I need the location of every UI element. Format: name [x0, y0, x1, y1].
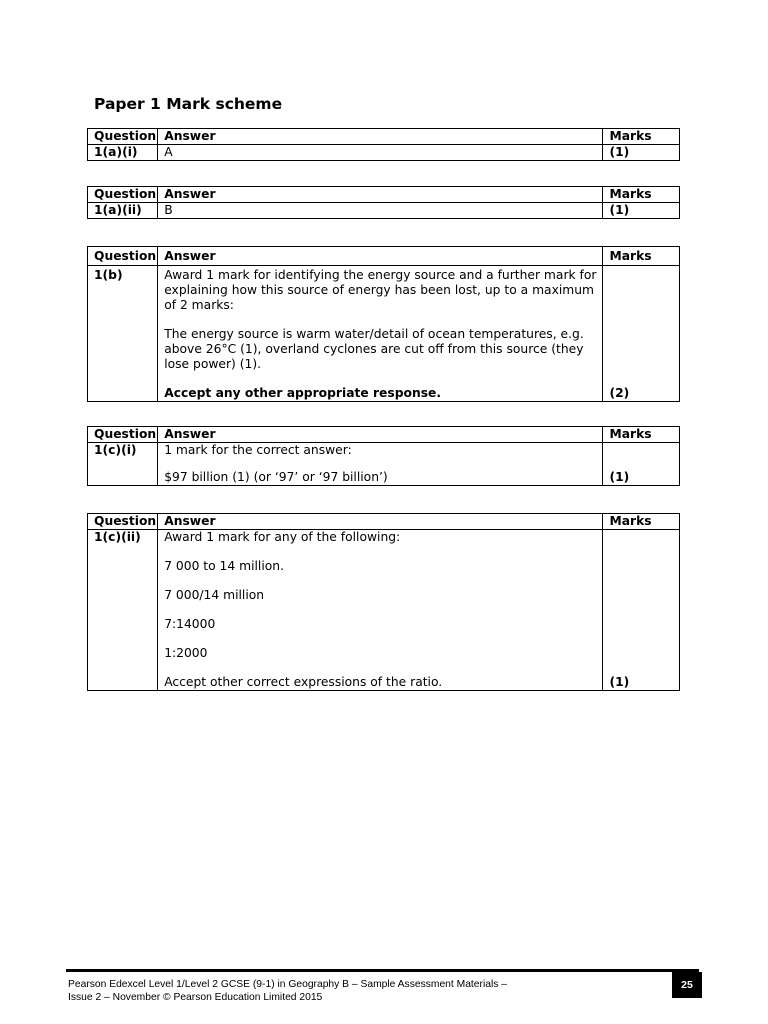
- answer-text: 1:2000: [164, 646, 208, 660]
- question-number: 1(c)(ii): [88, 530, 158, 691]
- answer-text: 7:14000: [164, 617, 216, 631]
- answer-text: A: [164, 145, 173, 159]
- answer-text: 1 mark for the correct answer:: [164, 443, 352, 457]
- footer-rule: [66, 969, 699, 972]
- answer-header: Answer: [158, 129, 603, 145]
- question-number: 1(a)(i): [88, 145, 158, 161]
- answer-text: B: [164, 203, 173, 217]
- marks-value: (1): [603, 530, 680, 691]
- answer-text: $97 billion (1) (or ‘97’ or ‘97 billion’): [164, 470, 388, 484]
- mark-scheme-table-1c-ii: [87, 513, 680, 691]
- table-header-row: [88, 187, 680, 203]
- answer-header: Answer: [158, 187, 603, 203]
- question-header: Question: [88, 187, 158, 203]
- marks-header: Marks: [603, 247, 680, 266]
- marks-header: Marks: [603, 427, 680, 443]
- question-header: Question: [88, 247, 158, 266]
- question-number: 1(c)(i): [88, 443, 158, 486]
- question-header: Question: [88, 514, 158, 530]
- footer-line-2: Issue 2 – November © Pearson Education Limited 2015: [68, 992, 323, 1003]
- answer-text: 7 000 to 14 million.: [164, 559, 284, 573]
- answer-text: Award 1 mark for identifying the energy source and a further mark for explaining how this source of energy has been lost, up to a maximum of 2 marks:: [164, 268, 597, 312]
- marks-header: Marks: [603, 514, 680, 530]
- page-number: 25: [672, 972, 702, 998]
- answer-header: Answer: [158, 427, 603, 443]
- answer-cell: [158, 203, 603, 219]
- table-row: [88, 145, 680, 161]
- footer-line-1: Pearson Edexcel Level 1/Level 2 GCSE (9-1) in Geography B – Sample Assessment Materials –: [68, 979, 507, 990]
- answer-cell: [158, 266, 603, 402]
- marks-value: (1): [603, 443, 680, 486]
- table-row: [88, 266, 680, 402]
- question-number: 1(a)(ii): [88, 203, 158, 219]
- table-header-row: [88, 247, 680, 266]
- table-header-row: [88, 514, 680, 530]
- marks-value: (2): [603, 266, 680, 402]
- answer-cell: [158, 145, 603, 161]
- table-header-row: [88, 427, 680, 443]
- mark-scheme-table-1c-i: [87, 426, 680, 486]
- answer-cell: [158, 530, 603, 691]
- marks-value: (1): [603, 145, 680, 161]
- page-title: Paper 1 Mark scheme: [94, 95, 283, 113]
- mark-scheme-table-1b: [87, 246, 680, 402]
- answer-text: 7 000/14 million: [164, 588, 265, 602]
- table-row: [88, 203, 680, 219]
- answer-text: Award 1 mark for any of the following:: [164, 530, 401, 544]
- answer-header: Answer: [158, 247, 603, 266]
- answer-cell: [158, 443, 603, 486]
- question-number: 1(b): [88, 266, 158, 402]
- marks-header: Marks: [603, 129, 680, 145]
- table-row: [88, 530, 680, 691]
- footer-text: [68, 978, 628, 1004]
- mark-scheme-table-1a-i: [87, 128, 680, 161]
- answer-text: Accept other correct expressions of the ratio.: [164, 675, 443, 689]
- table-row: [88, 443, 680, 486]
- table-header-row: [88, 129, 680, 145]
- question-header: Question: [88, 427, 158, 443]
- mark-scheme-table-1a-ii: [87, 186, 680, 219]
- marks-header: Marks: [603, 187, 680, 203]
- answer-text: The energy source is warm water/detail of ocean temperatures, e.g. above 26°C (1), overland cyclones are cut off from this source (they lose power) (1).: [164, 327, 584, 371]
- answer-note: Accept any other appropriate response.: [164, 386, 442, 400]
- answer-header: Answer: [158, 514, 603, 530]
- question-header: Question: [88, 129, 158, 145]
- marks-value: (1): [603, 203, 680, 219]
